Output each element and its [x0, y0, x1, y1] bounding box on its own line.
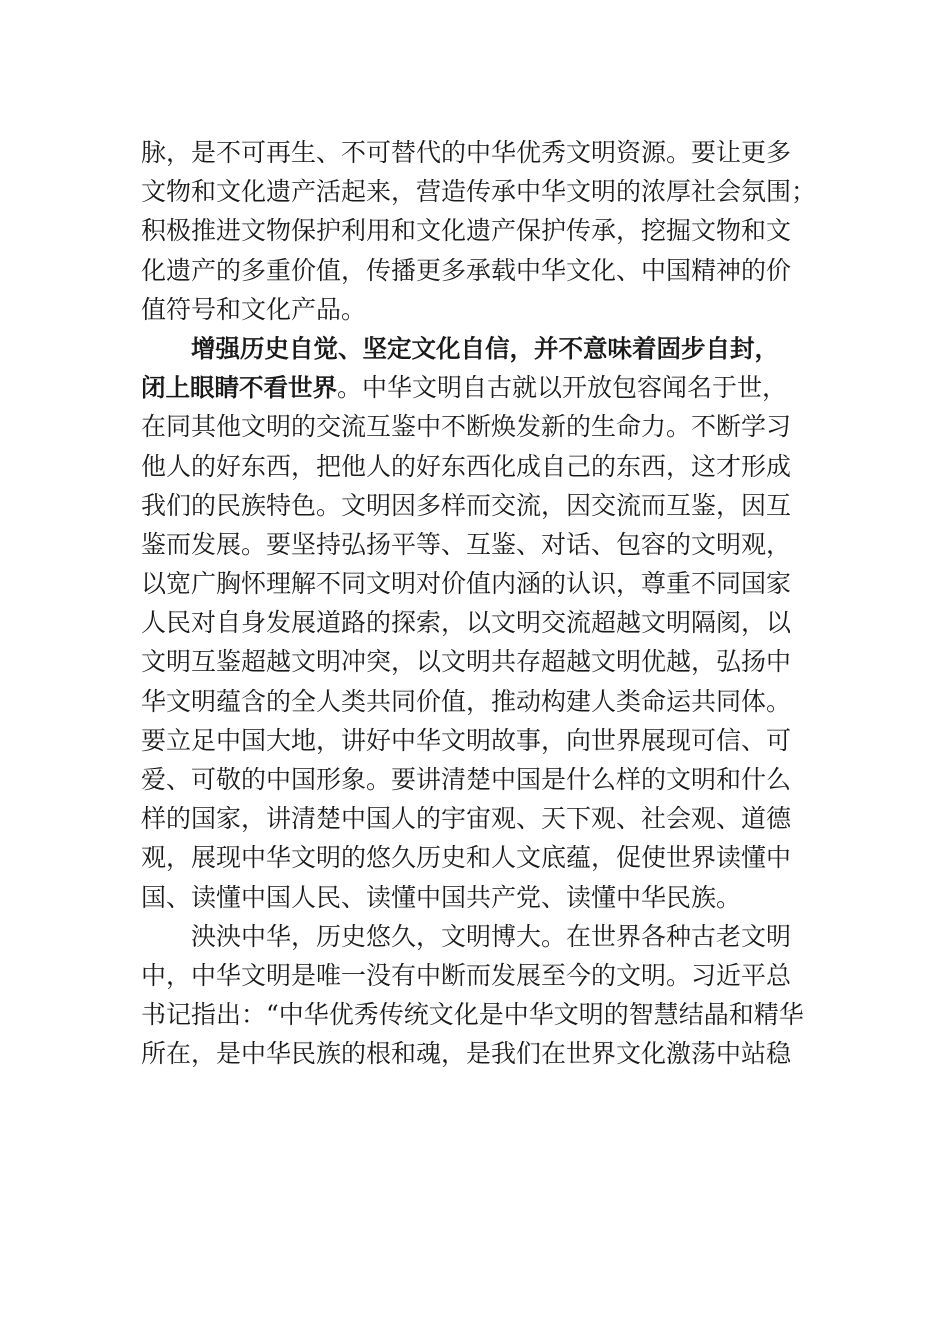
text-line: 我们的民族特色。文明因多样而交流，因交流而互鉴，因互	[141, 490, 792, 520]
text-segment: 。中华文明自古就以开放包容闻名于世，	[337, 373, 788, 403]
text-line: 值符号和文化产品。	[141, 294, 367, 324]
text-line: 观，展现中华文明的悠久历史和人文底蕴，促使世界读懂中	[141, 843, 792, 873]
text-line: 积极推进文物保护利用和文化遗产保护传承，挖掘文物和文	[141, 216, 792, 246]
paragraph-chinese-civilization	[141, 917, 811, 1074]
paragraph-openness	[141, 329, 811, 917]
paragraph-heading: 增强历史自觉、坚定文化自信，并不意味着固步自封，	[191, 333, 779, 363]
text-line: 鉴而发展。要坚持弘扬平等、互鉴、对话、包容的文明观，	[141, 529, 792, 559]
text-line: 国、读懂中国人民、读懂中国共产党、读懂中华民族。	[141, 882, 742, 912]
text-line: 脉，是不可再生、不可替代的中华优秀文明资源。要让更多	[141, 138, 792, 167]
text-line: 文明互鉴超越文明冲突，以文明共存超越文明优越，弘扬中	[141, 647, 792, 677]
text-line: 华文明蕴含的全人类共同价值，推动构建人类命运共同体。	[141, 686, 792, 716]
paragraph-heading-continued: 闭上眼睛不看世界	[141, 373, 337, 403]
paragraph-cultural-heritage	[141, 133, 817, 329]
text-line: 人民对自身发展道路的探索，以文明交流超越文明隔阂，以	[141, 608, 792, 638]
text-line	[141, 368, 811, 407]
text-line: 泱泱中华，历史悠久，文明博大。在世界各种古老文明	[191, 921, 792, 951]
text-line: 中，中华文明是唯一没有中断而发展至今的文明。习近平总	[141, 960, 792, 990]
text-line: 文物和文化遗产活起来，营造传承中华文明的浓厚社会氛围；	[141, 177, 817, 207]
text-line: 要立足中国大地，讲好中华文明故事，向世界展现可信、可	[141, 725, 792, 755]
text-line: 以宽广胸怀理解不同文明对价值内涵的认识，尊重不同国家	[141, 569, 792, 599]
text-line: 书记指出：“中华优秀传统文化是中华文明的智慧结晶和精华	[141, 1000, 804, 1030]
text-line: 在同其他文明的交流互鉴中不断焕发新的生命力。不断学习	[141, 412, 792, 442]
text-line: 爱、可敬的中国形象。要讲清楚中国是什么样的文明和什么	[141, 765, 792, 794]
text-line: 他人的好东西，把他人的好东西化成自己的东西，这才形成	[141, 451, 792, 481]
text-line: 所在，是中华民族的根和魂，是我们在世界文化激荡中站稳	[141, 1039, 792, 1069]
document-page	[141, 133, 817, 1074]
text-line: 化遗产的多重价值，传播更多承载中华文化、中国精神的价	[141, 255, 792, 285]
text-line: 样的国家，讲清楚中国人的宇宙观、天下观、社会观、道德	[141, 804, 792, 834]
